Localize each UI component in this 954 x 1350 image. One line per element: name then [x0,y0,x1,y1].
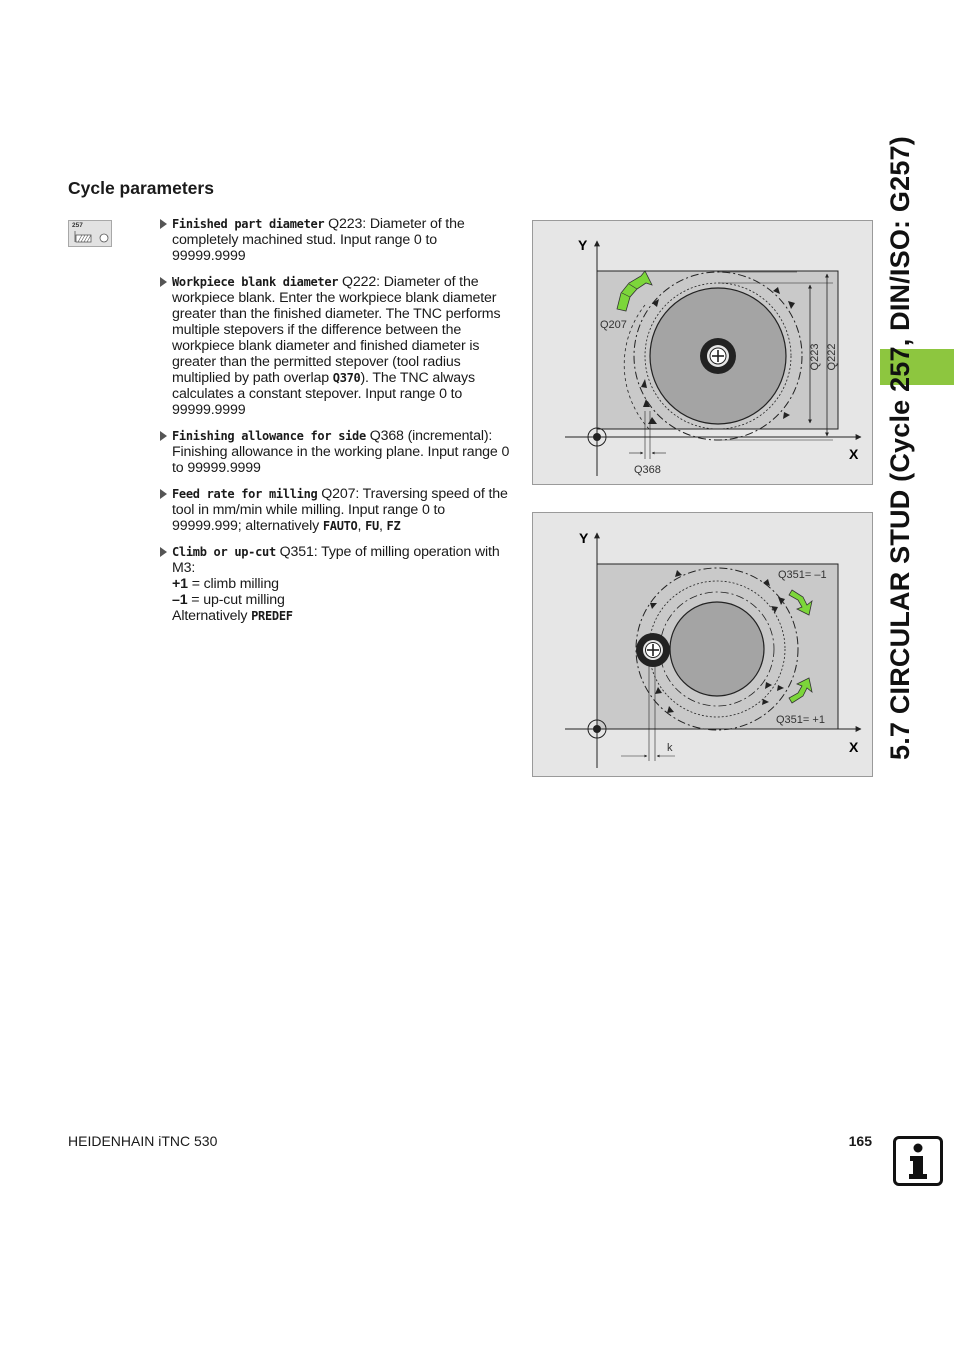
figure-stud-dimensions [532,220,873,485]
param-code: Q370 [332,371,361,385]
param-finished-part-diameter [158,216,512,264]
bullet-triangle-icon [160,489,167,499]
param-keyword: Finishing allowance for side [172,429,366,443]
milling-tool-icon [636,633,670,667]
param-keyword: Climb or up-cut [172,545,276,559]
param-description: Q368 (incremental): Finishing allowance in the working plane. Input range 0 to 99999.9999 [172,428,510,476]
param-description: Q351: Type of milling operation with M3: [172,544,500,576]
param-finishing-allowance [158,428,512,476]
param-climb-or-upcut [158,544,512,624]
origin-dot [593,433,601,441]
climb-value: +1 [172,576,188,592]
upcut-value: –1 [172,592,188,608]
origin-dot [593,725,601,733]
upcut-desc: = up-cut milling [191,592,285,608]
predef-code: PREDEF [251,609,293,623]
option-fz: FZ [386,519,401,533]
param-keyword: Finished part diameter [172,217,325,231]
label-q351-plus: Q351= +1 [776,714,825,726]
label-q351-minus: Q351= –1 [778,569,827,581]
axis-label-y: Y [579,530,589,546]
parameter-list [158,216,512,634]
param-keyword: Feed rate for milling [172,487,318,501]
bullet-triangle-icon [160,431,167,441]
bullet-triangle-icon [160,219,167,229]
param-feed-rate [158,486,512,534]
param-description: Q222: Diameter of the workpiece blank. Enter the workpiece blank diameter greater than the finished diameter. The TNC performs multiple stepovers if the difference between the workpiece blank diameter and finished diameter is greater than the permitted stepover (tool radius multiplied by path overlap [172,274,501,386]
section-title: Cycle parameters [68,178,214,198]
figure-milling-direction [532,512,873,777]
option-fu: FU [365,519,379,533]
info-icon [893,1136,943,1186]
label-q223: Q223 [809,343,821,371]
axis-label-x: X [849,446,859,462]
separator: , [357,518,362,534]
param-description: Q207: Traversing speed of the tool in mm/min while milling. Input range 0 to 99999.999; alternatively [172,486,508,534]
label-k: k [667,742,673,754]
stud-circle [670,602,764,696]
cycle-257-softkey-icon [68,220,112,247]
option-fauto: FAUTO [322,519,358,533]
axis-label-x: X [849,739,859,755]
param-keyword: Workpiece blank diameter [172,275,339,289]
alternatively-label: Alternatively [172,608,248,624]
softkey-number: 257 [72,222,83,229]
chapter-side-title: 5.7 CIRCULAR STUD (Cycle 257, DIN/ISO: G257) [885,136,915,760]
footer-manual-title: HEIDENHAIN iTNC 530 [68,1133,218,1149]
param-workpiece-blank-diameter [158,274,512,418]
label-q207: Q207 [600,319,627,331]
footer-page-number: 165 [848,1133,872,1149]
bullet-triangle-icon [160,547,167,557]
separator: , [378,518,383,534]
label-q368: Q368 [634,464,661,476]
axis-label-y: Y [578,237,588,253]
label-q222: Q222 [826,343,838,371]
param-description-end: ). The TNC always calculates a constant stepover. Input range 0 to 99999.9999 [172,370,475,418]
bullet-triangle-icon [160,277,167,287]
milling-tool-icon [700,338,736,374]
climb-desc: = climb milling [191,576,279,592]
param-description: Q223: Diameter of the completely machined stud. Input range 0 to 99999.9999 [172,216,465,264]
